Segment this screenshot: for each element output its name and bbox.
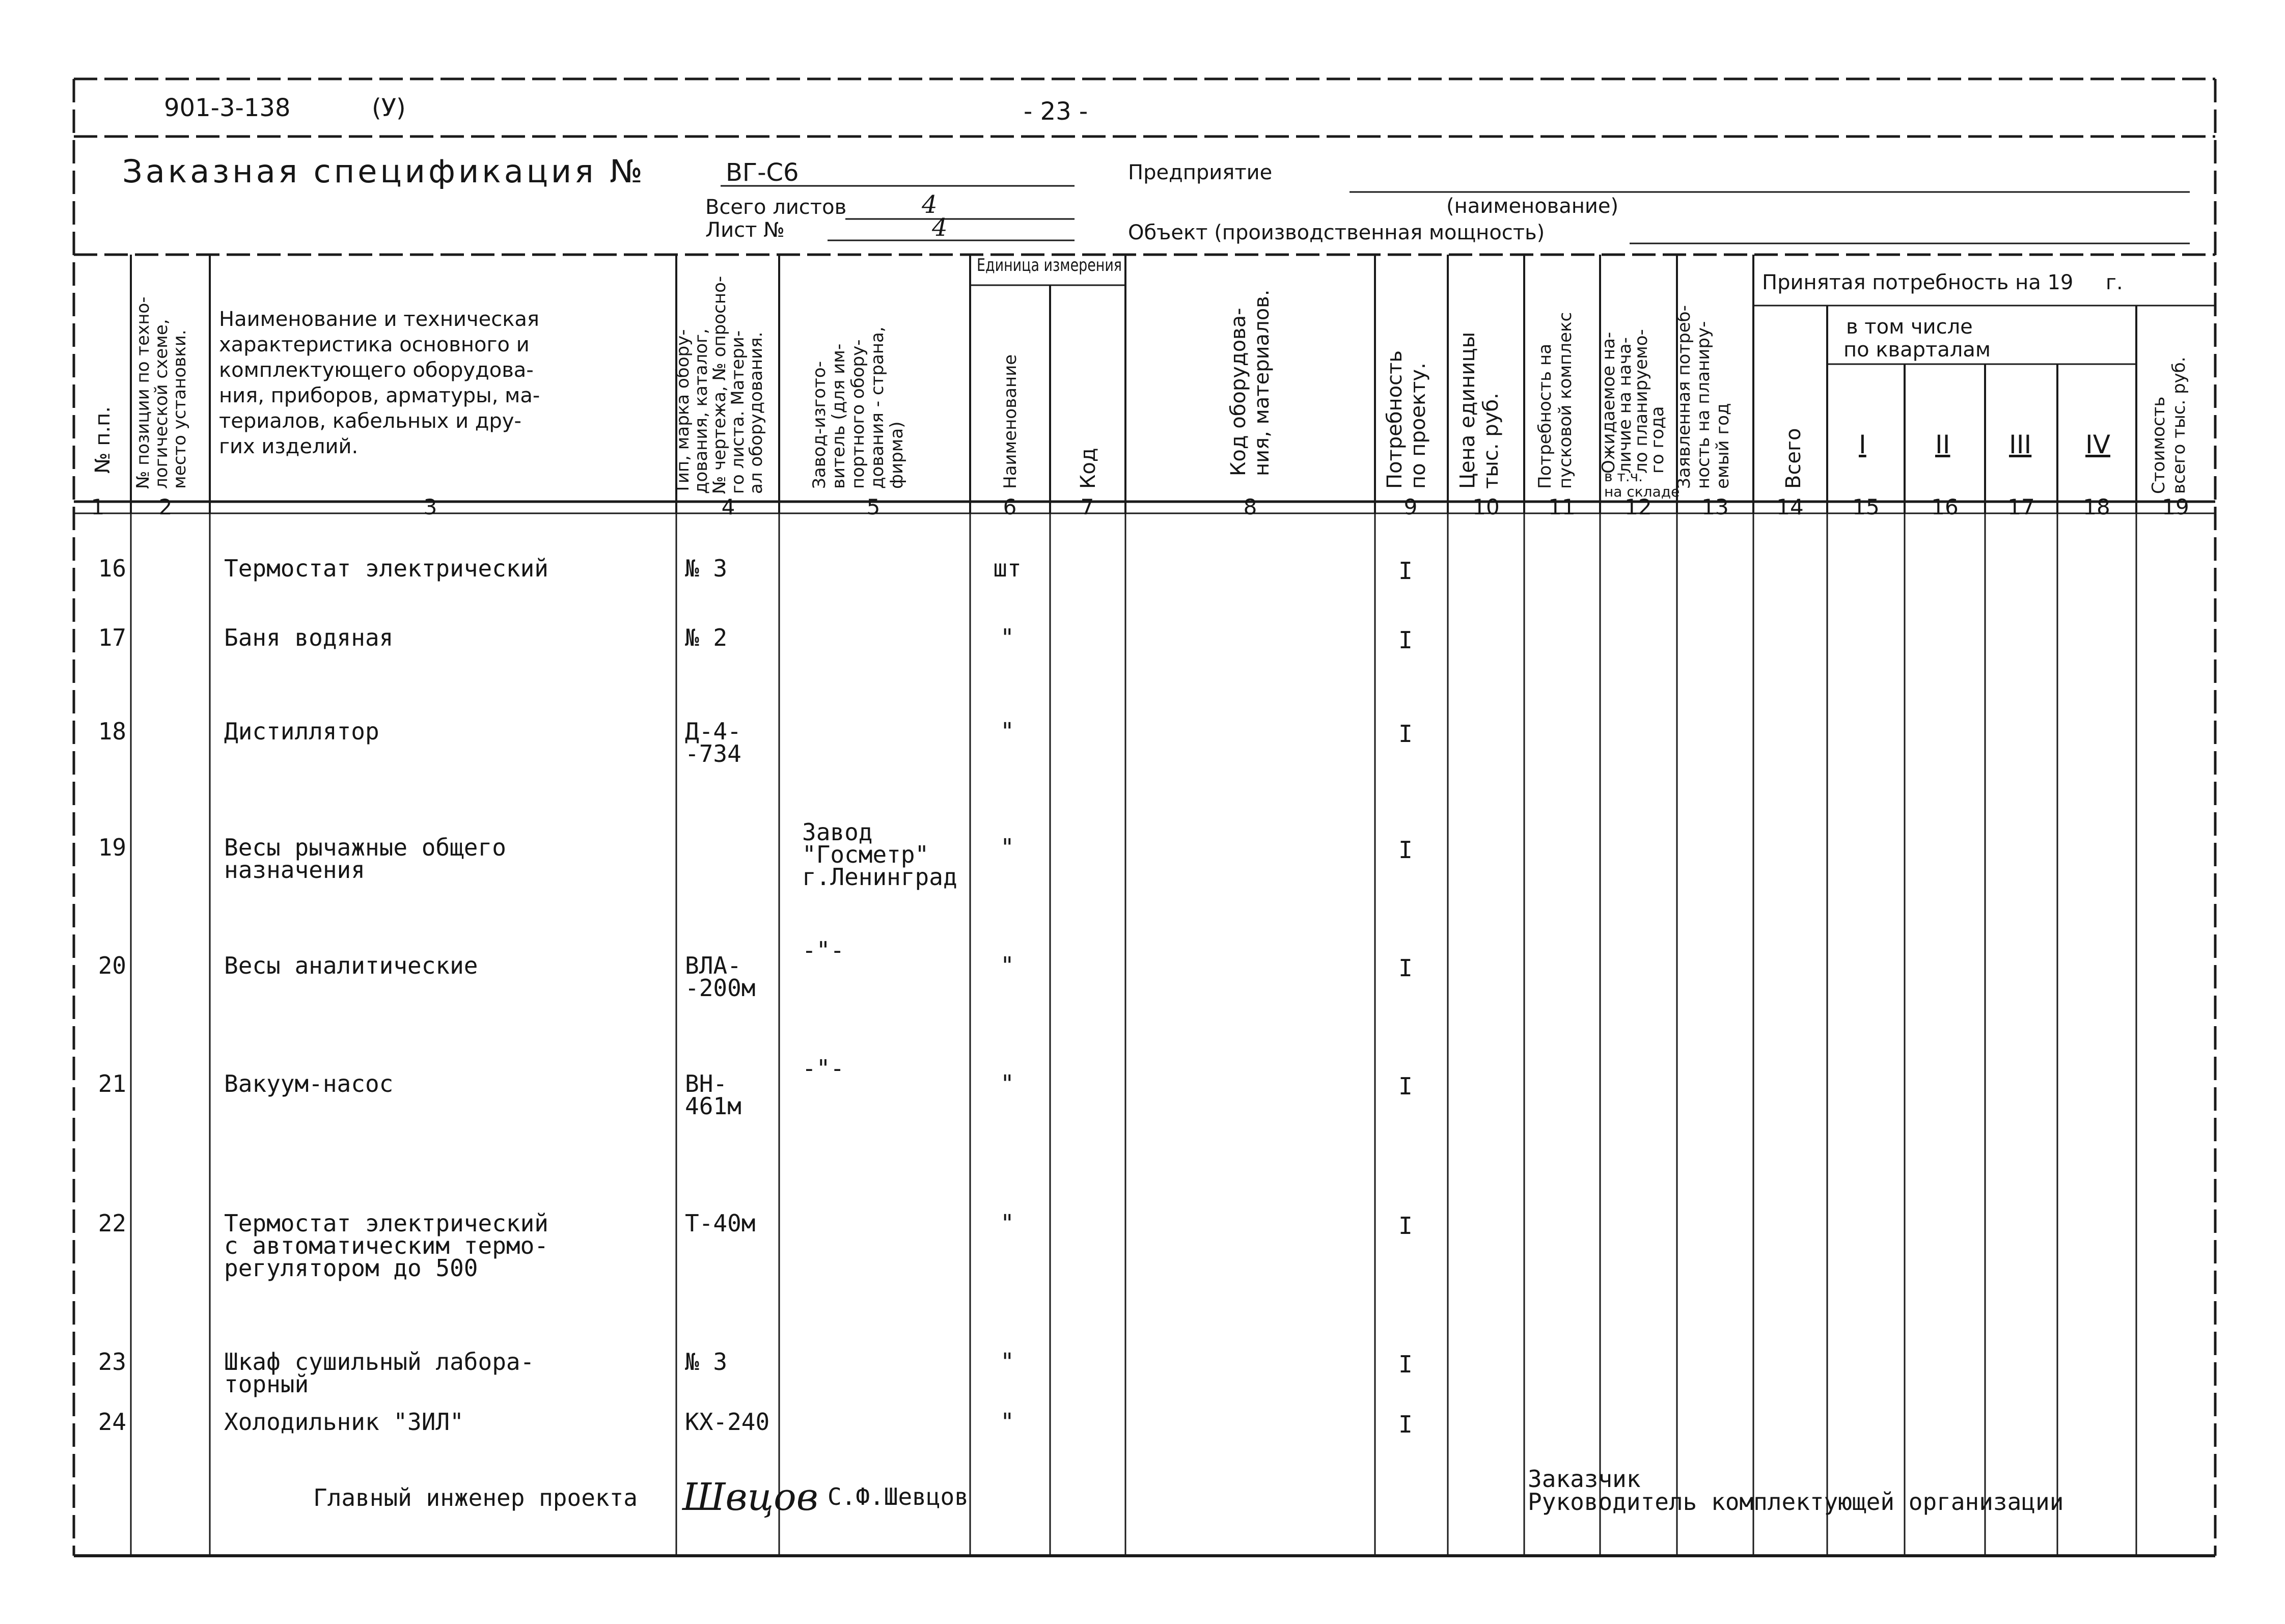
- item-type: № 3: [685, 555, 728, 582]
- col-10-header: [1456, 332, 1503, 489]
- item-name: Вакуум-насос: [224, 1070, 394, 1097]
- item-type: ВЛА-: [685, 952, 741, 979]
- col-number: 9: [1403, 494, 1418, 519]
- svg-text:ал оборудования.: ал оборудования.: [746, 332, 766, 494]
- quarter-1-header: I: [1859, 430, 1866, 459]
- col-number: 15: [1852, 494, 1880, 519]
- item-unit: ": [1000, 1348, 1014, 1375]
- col-number: 4: [721, 494, 735, 519]
- svg-text:по проекту.: по проекту.: [1407, 363, 1430, 489]
- engineer-signature: Швцов: [682, 1475, 818, 1519]
- svg-text:фирма): фирма): [887, 421, 907, 489]
- col-12-header: [1599, 329, 1668, 474]
- row-number: 21: [98, 1070, 126, 1097]
- item-name: Шкаф сушильный лабора-: [224, 1348, 535, 1375]
- svg-text:витель (для им-: витель (для им-: [829, 343, 849, 489]
- col-4-header: [673, 276, 766, 494]
- item-name: Холодильник "ЗИЛ": [224, 1408, 464, 1436]
- col-number: 3: [423, 494, 437, 519]
- col-3-header: [219, 308, 540, 458]
- col-number: 5: [866, 494, 880, 519]
- doc-mark: (У): [372, 94, 406, 122]
- engineer-name: С.Ф.Шевцов: [828, 1483, 969, 1510]
- svg-text:Потребность на: Потребность на: [1535, 343, 1555, 489]
- svg-text:№ чертежа, № опросно-: № чертежа, № опросно-: [709, 276, 730, 494]
- item-quantity: I: [1398, 1212, 1413, 1240]
- col-5-header: [809, 326, 907, 489]
- col-number: 7: [1080, 494, 1094, 519]
- item-quantity: I: [1398, 720, 1413, 748]
- item-quantity: I: [1398, 557, 1413, 585]
- footer: [313, 1465, 2063, 1519]
- col-number: 12: [1625, 494, 1652, 519]
- item-type: Д-4-: [685, 718, 741, 745]
- item-type: 461м: [685, 1092, 741, 1120]
- col-number: 11: [1548, 494, 1576, 519]
- item-maker: -"-: [802, 937, 845, 964]
- row-number: 17: [98, 624, 126, 651]
- svg-text:ность на планиру-: ность на планиру-: [1693, 321, 1714, 489]
- item-unit: ": [1000, 834, 1014, 861]
- item-quantity: I: [1398, 1072, 1413, 1100]
- item-quantity: I: [1398, 836, 1413, 864]
- svg-text:логической схеме,: логической схеме,: [151, 319, 172, 489]
- outer-frame: [74, 79, 2215, 1556]
- item-unit: шт: [993, 555, 1022, 582]
- enterprise-label: Предприятие: [1128, 161, 1273, 184]
- item-unit: ": [1000, 952, 1014, 979]
- svg-text:Стоимость: Стоимость: [2149, 396, 2169, 494]
- table-body: [98, 555, 1413, 1438]
- item-name: с автоматическим термо-: [224, 1232, 548, 1259]
- svg-text:характеристика основного и: характеристика основного и: [219, 333, 530, 356]
- col-number: 6: [1003, 494, 1017, 519]
- col-1-header: № п.п.: [91, 406, 115, 474]
- engineer-label: Главный инженер проекта: [313, 1484, 638, 1511]
- col-number: 16: [1931, 494, 1959, 519]
- item-maker: -"-: [802, 1055, 845, 1082]
- col-7-header: Код: [1077, 448, 1100, 489]
- item-type: КХ-240: [685, 1408, 770, 1436]
- col-number: 19: [2162, 494, 2189, 519]
- quarter-3-header: III: [2009, 430, 2032, 459]
- row-number: 18: [98, 718, 126, 745]
- item-name: Весы аналитические: [224, 952, 478, 979]
- quarters-group-line1: в том числе: [1846, 315, 1973, 339]
- svg-text:Цена единицы: Цена единицы: [1456, 332, 1479, 489]
- svg-text:личие на нача-: личие на нача-: [1615, 337, 1635, 474]
- item-type: № 3: [685, 1348, 728, 1375]
- item-quantity: I: [1398, 954, 1413, 982]
- item-quantity: I: [1398, 626, 1413, 654]
- item-unit: ": [1000, 624, 1014, 651]
- column-numbers: [91, 494, 2189, 519]
- doc-code: 901-3-138: [164, 94, 291, 122]
- item-name: регулятором до 500: [224, 1254, 478, 1282]
- svg-text:в т.ч.: в т.ч.: [1604, 468, 1643, 485]
- col-number: 13: [1701, 494, 1729, 519]
- svg-text:Потребность: Потребность: [1383, 350, 1407, 489]
- item-maker: Завод: [802, 818, 873, 846]
- svg-text:ния, приборов, арматуры, ма-: ния, приборов, арматуры, ма-: [219, 384, 540, 407]
- spec-number: ВГ-С6: [726, 158, 799, 187]
- svg-text:емый год: емый год: [1713, 403, 1733, 489]
- row-number: 23: [98, 1348, 126, 1375]
- item-type: № 2: [685, 624, 728, 651]
- svg-text:Завод-изгото-: Завод-изгото-: [809, 361, 830, 489]
- item-name: Термостат электрический: [224, 1209, 548, 1237]
- item-maker: "Госметр": [802, 841, 929, 868]
- col-6-header: Наименование: [1000, 354, 1021, 489]
- quarter-4-header: IV: [2085, 430, 2110, 459]
- svg-text:Тип, марка обору-: Тип, марка обору-: [673, 329, 693, 494]
- quarters-group-line2: по кварталам: [1843, 338, 1991, 362]
- item-unit: ": [1000, 1209, 1014, 1237]
- svg-text:№ позиции по техно-: № позиции по техно-: [133, 296, 153, 489]
- col-number: 17: [2007, 494, 2035, 519]
- item-name: Баня водяная: [224, 624, 394, 651]
- item-maker: г.Ленинград: [802, 863, 957, 891]
- svg-text:го листа. Матери-: го листа. Матери-: [728, 330, 748, 494]
- item-unit: ": [1000, 718, 1014, 745]
- sheet-value: 4: [932, 213, 948, 242]
- svg-text:ло планируемо-: ло планируемо-: [1631, 329, 1651, 474]
- row-number: 20: [98, 952, 126, 979]
- col-number: 1: [91, 494, 105, 519]
- svg-text:на складе: на складе: [1604, 483, 1680, 500]
- col-number: 10: [1472, 494, 1500, 519]
- svg-text:гих изделий.: гих изделий.: [219, 435, 359, 458]
- col-number: 2: [158, 494, 173, 519]
- svg-text:пусковой комплекс: пусковой комплекс: [1555, 312, 1576, 489]
- row-number: 24: [98, 1408, 126, 1436]
- col-19-header: [2149, 356, 2189, 494]
- svg-text:комплектующего оборудова-: комплектующего оборудова-: [219, 359, 534, 382]
- item-name: торный: [224, 1370, 309, 1398]
- object-label: Объект (производственная мощность): [1128, 221, 1545, 244]
- total-sheets-label: Всего листов: [705, 196, 847, 219]
- sheet-label: Лист №: [705, 218, 785, 242]
- table-header: [91, 255, 2189, 500]
- customer-label: Заказчик: [1528, 1465, 1641, 1493]
- item-type: ВН-: [685, 1070, 728, 1097]
- total-sheets-value: 4: [922, 190, 938, 219]
- svg-text:Код оборудова-: Код оборудова-: [1227, 308, 1250, 476]
- item-name: Термостат электрический: [224, 555, 548, 582]
- item-quantity: I: [1398, 1351, 1413, 1378]
- row-number: 19: [98, 834, 126, 861]
- item-quantity: I: [1398, 1411, 1413, 1438]
- item-unit: ": [1000, 1408, 1014, 1436]
- head-label: Руководитель комплектующей организации: [1528, 1488, 2064, 1516]
- col-number: 18: [2083, 494, 2110, 519]
- col-11-header: [1535, 312, 1576, 489]
- item-name: Дистиллятор: [224, 718, 379, 745]
- item-type: -734: [685, 740, 741, 767]
- svg-text:портного обору-: портного обору-: [848, 339, 868, 489]
- svg-text:Ожидаемое на-: Ожидаемое на-: [1599, 332, 1619, 474]
- svg-text:тыс. руб.: тыс. руб.: [1479, 393, 1503, 489]
- item-unit: ": [1000, 1070, 1014, 1097]
- item-type: -200м: [685, 974, 756, 1002]
- svg-text:ния, материалов.: ния, материалов.: [1250, 289, 1274, 476]
- row-number: 22: [98, 1209, 126, 1237]
- item-name: назначения: [224, 856, 365, 884]
- item-name: Весы рычажные общего: [224, 834, 506, 861]
- col-14-header: Всего: [1782, 428, 1805, 489]
- col-number: 14: [1776, 494, 1804, 519]
- svg-text:место установки.: место установки.: [170, 329, 190, 489]
- svg-text:го года: го года: [1647, 406, 1668, 474]
- unit-group-header: Единица измерения: [977, 255, 1122, 276]
- col-2-header: [133, 296, 190, 489]
- accepted-header: Принятая потребность на 19 г.: [1762, 271, 2123, 294]
- svg-text:дования - страна,: дования - страна,: [867, 326, 888, 489]
- name-caption: (наименование): [1446, 195, 1619, 218]
- page-number: - 23 -: [1024, 97, 1088, 126]
- col-8-header: [1227, 290, 1274, 476]
- row-number: 16: [98, 555, 126, 582]
- col-9-header: [1383, 350, 1430, 489]
- svg-text:всего тыс. руб.: всего тыс. руб.: [2169, 356, 2189, 494]
- svg-text:Наименование и техническая: Наименование и техническая: [219, 308, 539, 331]
- svg-text:дования, каталог,: дования, каталог,: [691, 328, 711, 494]
- col-13-header: [1674, 305, 1733, 489]
- item-type: Т-40м: [685, 1209, 756, 1237]
- quarter-2-header: II: [1935, 430, 1950, 459]
- svg-text:териалов, кабельных и дру-: териалов, кабельных и дру-: [219, 409, 521, 433]
- svg-text:Заявленная потреб-: Заявленная потреб-: [1674, 305, 1694, 489]
- spec-title: Заказная спецификация №: [122, 153, 646, 190]
- col-number: 8: [1243, 494, 1257, 519]
